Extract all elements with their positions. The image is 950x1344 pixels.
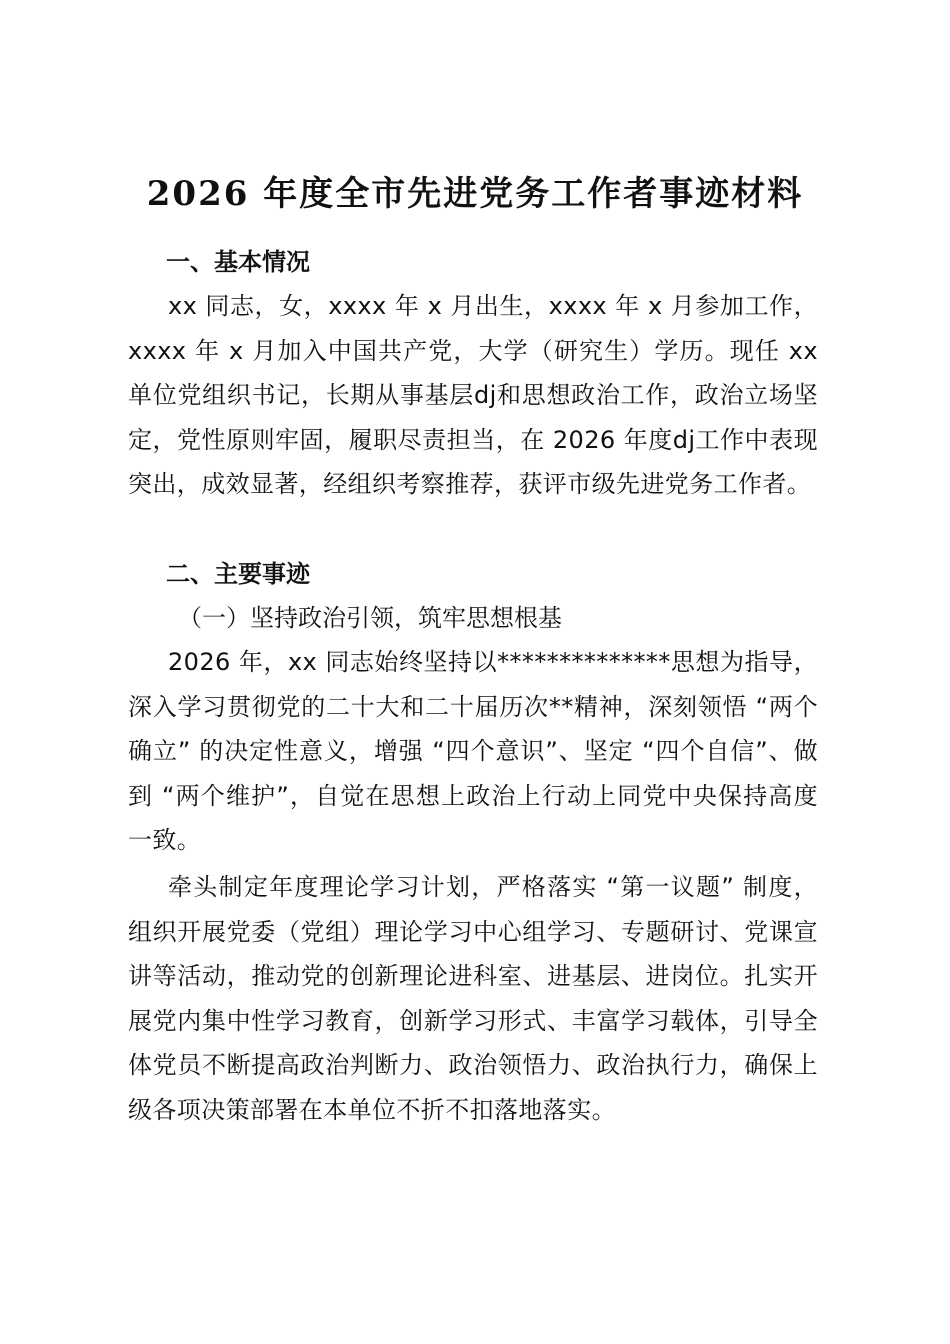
section-heading-basic-info: 一、基本情况 [166, 248, 310, 276]
document-title: 2026 年度全市先进党务工作者事迹材料 [146, 174, 804, 214]
section-heading-main-deeds: 二、主要事迹 [166, 560, 310, 588]
paragraph-basic-info: xx 同志，女，xxxx 年 x 月出生，xxxx 年 x 月参加工作，xxxx 年 x 月加入中国共产党，大学（研究生）学历。现任 xx 单位党组织书记，长期从事基层dj和思想政治工作，政治立场坚定，党性原则牢固，履职尽责担当，在 2026 年度dj工作中表现突出，成效显著，经组织考察推荐，获评市级先进党务工作者。 [128, 292, 818, 499]
paragraph-theory-study-plan: 牵头制定年度理论学习计划，严格落实 “第一议题” 制度，组织开展党委（党组）理论学习中心组学习、专题研讨、党课宣讲等活动，推动党的创新理论进科室、进基层、进岗位。扎实开展党内集中性学习教育，创新学习形式、丰富学习载体，引导全体党员不断提高政治判断力、政治领悟力、政治执行力，确保上级各项决策部署在本单位不折不扣落地落实。 [128, 873, 818, 1124]
subsection-heading-political-leadership: （一）坚持政治引领，筑牢思想根基 [178, 604, 562, 632]
paragraph-political-study: 2026 年，xx 同志始终坚持以**************思想为指导，深入学习贯彻党的二十大和二十届历次**精神，深刻领悟 “两个确立” 的决定性意义，增强 “四个意识”、坚定 “四个自信”、做到 “两个维护”，自觉在思想上政治上行动上同党中央保持高度一致。 [128, 648, 818, 855]
